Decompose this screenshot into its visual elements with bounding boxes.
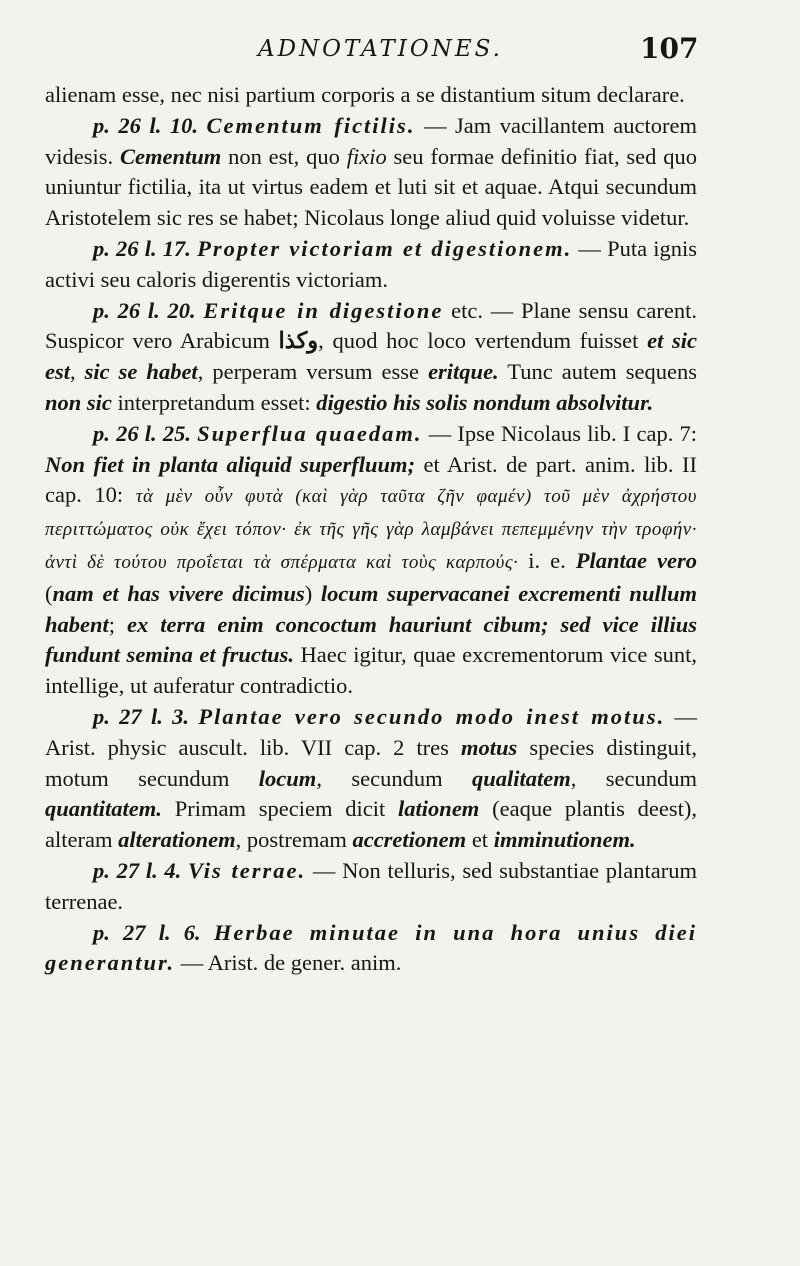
text-run: i. e. xyxy=(518,547,576,573)
lemma: Cementum fictilis. xyxy=(206,112,416,138)
italic-term: Non fiet in planta aliquid superfluum; xyxy=(45,451,416,477)
text-run: , quod hoc loco vertendum fuisset xyxy=(318,328,648,354)
italic-term: digestio his solis nondum absolvitur. xyxy=(316,389,654,415)
text-run: , xyxy=(70,359,85,385)
annotation-paragraph xyxy=(45,419,697,702)
text-run: species distinguit, motum secundum xyxy=(45,734,697,791)
annotation-paragraph xyxy=(45,80,697,111)
text-run: , secundum xyxy=(570,765,698,791)
italic-term: locum supervacanei excrementi nullum habent xyxy=(45,580,697,637)
text-run xyxy=(181,858,188,883)
text-run: et xyxy=(466,827,494,853)
text-run: , secundum xyxy=(316,765,472,791)
page-line-reference: p. 27 l. 4. xyxy=(93,857,182,883)
italic-term: locum xyxy=(258,765,317,791)
text-run: , perperam versum esse xyxy=(197,359,429,385)
page-line-reference: p. 27 l. 3. xyxy=(93,703,190,729)
page-line-reference: p. 26 l. 25. xyxy=(93,420,191,446)
italic-term: alterationem xyxy=(118,827,236,853)
text-run: seu formae definitio fiat, sed quo uniuntur fictilia, ita ut virtus eadem et luti sit et aquae. Atqui secundum Aristotelem sic res se habet; Nicolaus longe aliud quid voluisse videtur. xyxy=(45,143,697,231)
arabic-word: وكذا xyxy=(278,328,319,354)
lemma: Vis terrae. xyxy=(188,857,307,883)
greek-quotation: τὰ μὲν οὖν φυτὰ (καὶ γὰρ ταῦτα ζῆν φαμέν) τοῦ μὲν ἀχρήστου περιττώματος οὐκ ἔχει τόπον· ἐκ τῆς γῆς γὰρ λαμβάνει πεπεμμένην τὴν τροφήν· ἀντὶ δὲ τούτου προΐεται τὰ σπέρματα καὶ τοὺς καρπούς· xyxy=(45,486,697,573)
italic-term: lationem xyxy=(398,796,480,822)
italic-term: eritque. xyxy=(428,359,499,385)
italic-term: Cementum xyxy=(119,143,222,169)
text-run: (eaque plantis deest), alteram xyxy=(45,796,697,853)
italic-term: Plantae vero xyxy=(575,547,697,573)
italic-term: fixio xyxy=(346,143,387,169)
text-run: — Ipse Nicolaus lib. I cap. 7: xyxy=(422,420,698,446)
italic-term: nam et has vivere dicimus xyxy=(52,580,305,606)
italic-term: sic se habet xyxy=(84,359,198,385)
text-run: etc. — Plane sensu carent. Suspicor vero Arabicum xyxy=(45,297,697,354)
lemma: Eritque in digestione xyxy=(203,297,444,323)
lemma: Superflua quaedam. xyxy=(197,420,423,446)
annotation-body xyxy=(45,80,697,979)
text-run: — Non telluris, sed substantiae plantarum terrenae. xyxy=(45,857,697,914)
italic-term: imminutionem. xyxy=(493,827,636,853)
text-run: alienam esse, nec nisi partium corporis a se distantium situm declarare. xyxy=(45,82,685,107)
page-line-reference: p. 26 l. 20. xyxy=(93,297,196,323)
annotation-paragraph xyxy=(45,234,697,296)
text-run: — Arist. de gener. anim. xyxy=(175,950,402,976)
text-run: et Arist. de part. anim. lib. II cap. 10: xyxy=(45,451,697,508)
text-run: — Jam vacillantem auctorem videsis. xyxy=(45,112,697,169)
text-run xyxy=(198,113,207,138)
page-line-reference: p. 27 l. 6. xyxy=(93,919,201,945)
italic-term: accretionem xyxy=(352,827,467,853)
annotation-paragraph xyxy=(45,111,697,234)
text-run: ) xyxy=(304,580,321,606)
italic-term: et sic est xyxy=(45,328,697,385)
text-run: , postremam xyxy=(235,827,353,853)
text-run: interpretandum esset: xyxy=(111,389,317,415)
annotation-paragraph xyxy=(45,856,697,918)
lemma: Herbae minutae in una hora unius diei generantur. xyxy=(45,919,697,976)
page-number: 107 xyxy=(640,32,699,65)
text-run: Tunc autem sequens xyxy=(498,359,697,385)
italic-term: quantitatem. xyxy=(45,796,162,822)
page-header xyxy=(0,28,800,68)
italic-term: motus xyxy=(460,734,518,760)
annotation-paragraph xyxy=(45,918,697,980)
text-run: — Puta ignis activi seu caloris digerentis victoriam. xyxy=(45,235,698,292)
running-title: ADNOTATIONES. xyxy=(258,36,503,62)
text-run: — Arist. physic auscult. lib. VII cap. 2 tres xyxy=(45,703,697,760)
text-run xyxy=(201,920,214,945)
text-run: ( xyxy=(45,580,53,606)
italic-term: non sic xyxy=(45,389,112,415)
text-run: Primam speciem dicit xyxy=(161,796,399,822)
page-line-reference: p. 26 l. 10. xyxy=(93,112,198,138)
italic-term: ex terra enim concoctum hauriunt cibum; sed vice illius fundunt semina et fructus. xyxy=(45,611,697,668)
italic-term: qualitatem xyxy=(471,765,571,791)
text-run: Haec igitur, quae excrementorum vice sunt, intellige, ut auferatur contradictio. xyxy=(45,642,697,699)
page-line-reference: p. 26 l. 17. xyxy=(93,235,191,261)
text-run xyxy=(189,704,198,729)
lemma: Propter victoriam et digestionem. xyxy=(197,235,573,261)
annotation-paragraph xyxy=(45,296,697,419)
lemma: Plantae vero secundo modo inest motus. xyxy=(198,703,666,729)
text-run: ; xyxy=(108,611,128,637)
annotation-paragraph xyxy=(45,702,697,856)
text-run: non est, quo xyxy=(221,143,347,169)
